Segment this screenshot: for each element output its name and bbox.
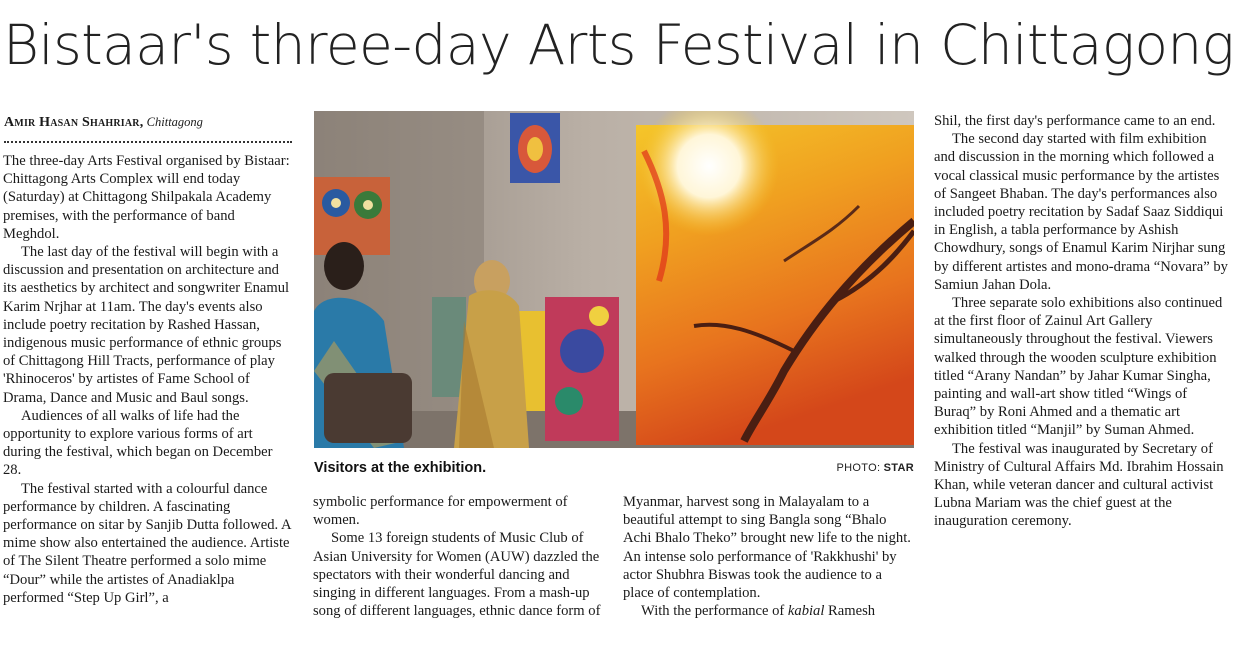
italic-term: kabial — [787, 603, 825, 620]
paragraph: The three-day Arts Festival organised by Bistaar: Chittagong Arts Complex will end today (Saturday) at Chittagong Shilpakala Academy premises, with the performance of band Meghdol. — [3, 153, 290, 242]
paragraph: symbolic performance for empowerment of women. — [313, 494, 568, 529]
paragraph: Some 13 foreign students of Music Club of Asian University for Women (AUW) dazzled the spectators with their wonderful dancing and singing in different languages. From a mash-up song of different languages, ethnic dance form of — [313, 530, 601, 620]
paragraph: Shil, the first day's performance came to an end. — [934, 113, 1216, 129]
photo-credit-source: STAR — [883, 462, 914, 474]
exhibition-photo — [314, 111, 914, 448]
paragraph: The last day of the festival will begin with a discussion and presentation on architecture and its aesthetics by architect and songwriter Enamul Karim Nrjhar at 11am. The day's events also include poetry recitation by Rashed Hassan, indigenous music performance of ethnic groups of Chittagong Hill Tracts, performance of play 'Rhinoceros' by artistes of Fame School of Drama, Dance and Music and Baul songs. — [3, 244, 290, 406]
article-column-3 — [623, 493, 915, 620]
paragraph: The festival started with a colourful dance performance by children. A fascinating performance on sitar by Sanjib Dutta followed. A mime show also entertained the audience. Artiste of The Silent Theatre performed a solo mime “Dour” while the artistes of Anadiaklpa performed “Step Up Girl”, a — [3, 480, 291, 606]
byline-divider — [4, 141, 292, 143]
paragraph: Audiences of all walks of life had the opportunity to explore various forms of art during the festival, which began on December 28. — [3, 407, 273, 479]
text-run: With the performance of — [641, 603, 788, 620]
byline-author: Amir Hasan Shahriar, — [4, 115, 144, 130]
article-column-2 — [313, 493, 605, 620]
byline — [4, 114, 292, 131]
photo-caption: Visitors at the exhibition. — [314, 460, 487, 476]
paragraph: Myanmar, harvest song in Malayalam to a beautiful attempt to sing Bangla song “Bhalo Achi Bhalo Theko” brought new life to the night. An intense solo performance of 'Rakkhushi' by actor Shubhra Biswas took the audience to a place of contemplation. — [623, 494, 911, 602]
photo-credit — [837, 462, 914, 474]
headline: Bistaar's three-day Arts Festival in Chittagong — [3, 13, 1235, 77]
paragraph: The festival was inaugurated by Secretary of Ministry of Cultural Affairs Md. Ibrahim Hossain Khan, while veteran dancer and cultural activist Lubna Mariam was the chief guest at the inauguration ceremony. — [934, 440, 1224, 530]
paragraph: The second day started with film exhibition and discussion in the morning which followed a vocal classical music performance by the artistes of Sangeet Bhaban. The day's performances also included poetry recitation by Sadaf Saaz Siddiqui in English, a tabla performance by Ashish Chowdhury, songs of Enamul Karim Nirjhar sung by different artistes and mono-drama “Novara” by Samiun Jahan Dola. — [934, 131, 1228, 293]
paragraph: Three separate solo exhibitions also continued at the first floor of Zainul Art Gallery simultaneously throughout the festival. Viewers walked through the wooden sculpture exhibition titled “Arany Nandan” by Jahar Kumar Singha, painting and wall-art show titled “Wings of Buraq” by Roni Ahmed and a thematic art exhibition titled “Manjil” by Suman Ahmed. — [934, 295, 1223, 439]
photo-credit-prefix: PHOTO: — [836, 462, 881, 474]
byline-place: Chittagong — [146, 115, 203, 129]
article-column-1 — [3, 152, 293, 607]
article-column-4 — [934, 112, 1228, 531]
text-run: Ramesh — [824, 603, 876, 620]
paragraph — [623, 602, 915, 620]
